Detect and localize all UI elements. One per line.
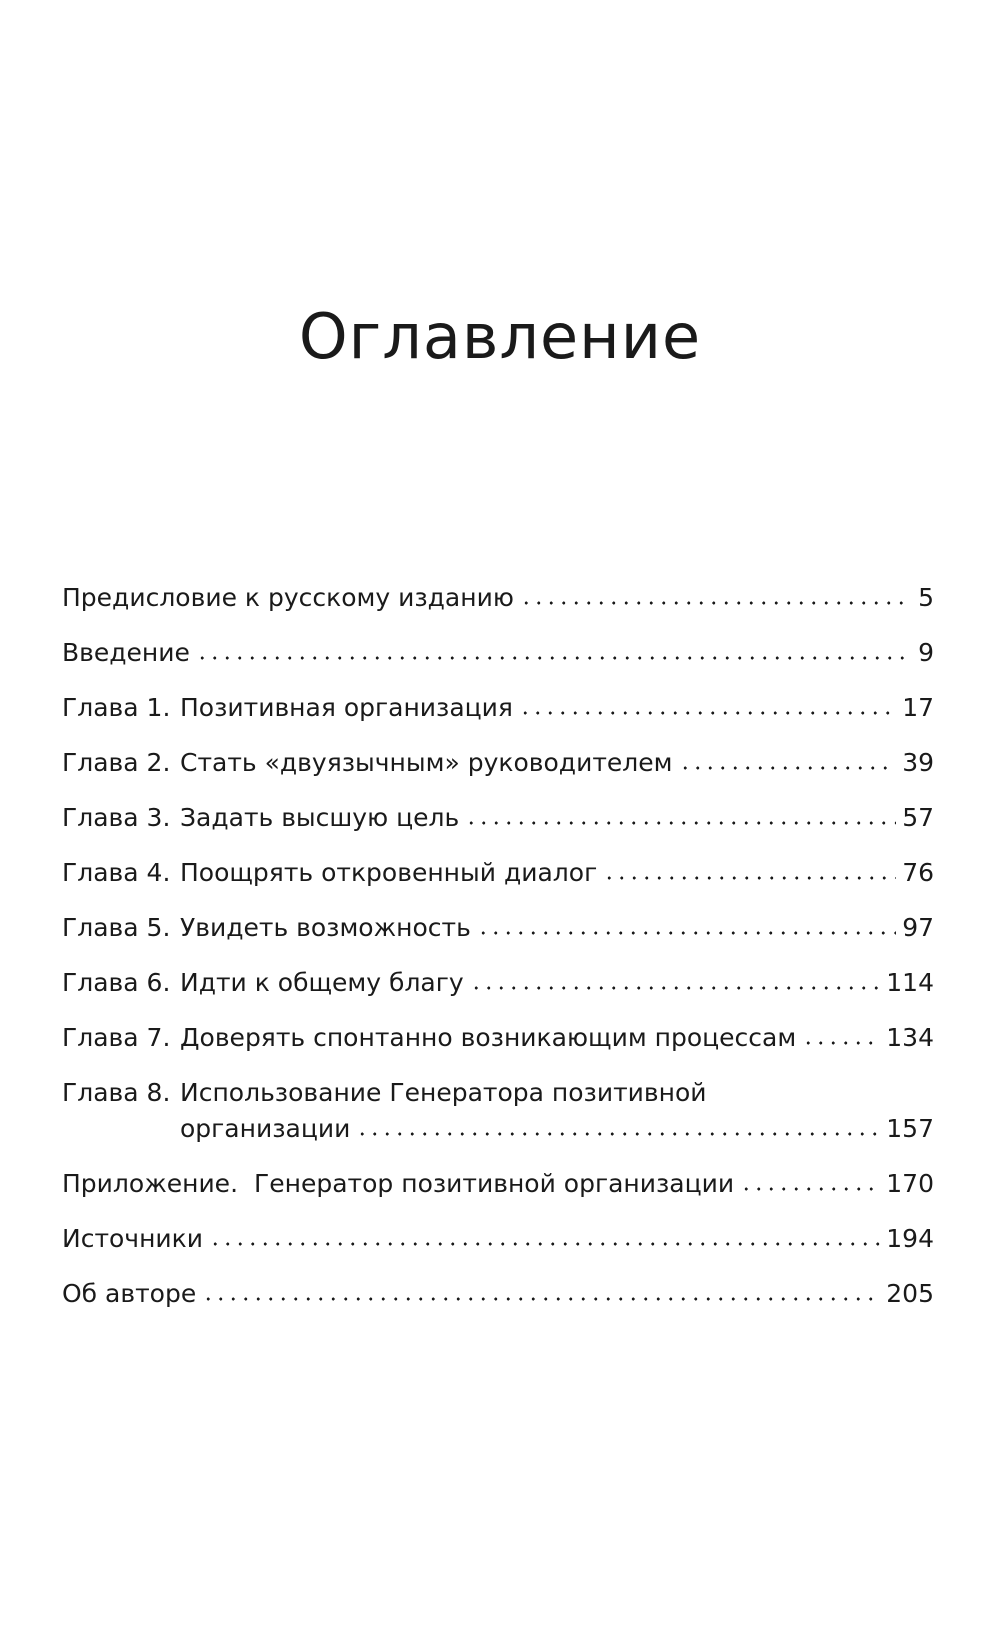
dot-leader (603, 875, 896, 881)
toc-page-number: 134 (886, 1023, 934, 1052)
chapter-label: Глава 6. (62, 968, 171, 997)
dot-leader (196, 655, 912, 661)
dot-leader (470, 985, 881, 991)
toc-entry-chapter-3[interactable] (62, 800, 934, 836)
toc-entry-chapter-2[interactable] (62, 745, 934, 781)
dot-leader (679, 765, 897, 771)
toc-entry-chapter-4[interactable] (62, 855, 934, 891)
toc-entry-text: Идти к общему благу (180, 968, 464, 997)
toc-entry-text: Позитивная организация (180, 693, 513, 722)
toc-entry-introduction[interactable] (62, 635, 934, 671)
appendix-label: Приложение. (62, 1169, 239, 1198)
toc-entry-chapter-6[interactable] (62, 965, 934, 1001)
toc-entry-chapter-7[interactable] (62, 1020, 934, 1056)
toc-entry-chapter-5[interactable] (62, 910, 934, 946)
chapter-label: Глава 8. (62, 1078, 171, 1107)
toc-entry-text: Генератор позитивной организации (254, 1169, 735, 1198)
toc-entry-text: Об авторе (62, 1279, 197, 1308)
dot-leader (802, 1040, 880, 1046)
dot-leader (519, 710, 896, 716)
toc-entry-chapter-8[interactable] (62, 1075, 934, 1147)
dot-leader (202, 1296, 880, 1302)
toc-page-number: 157 (886, 1114, 934, 1143)
toc-entry-chapter-1[interactable] (62, 690, 934, 726)
toc-entry-text: Задать высшую цель (180, 803, 460, 832)
toc-page-number: 39 (902, 748, 934, 777)
toc-page-number: 170 (886, 1169, 934, 1198)
toc-entry-text: Увидеть возможность (180, 913, 471, 942)
toc-entry-about-author[interactable] (62, 1276, 934, 1312)
toc-page-number: 194 (886, 1224, 934, 1253)
toc-entry-text: Доверять спонтанно возникающим процессам (180, 1023, 797, 1052)
toc-entry-text: Предисловие к русскому изданию (62, 583, 514, 612)
toc-entry-text: Введение (62, 638, 190, 667)
page-title: Оглавление (298, 300, 702, 373)
table-of-contents (62, 580, 934, 1331)
dot-leader (477, 930, 896, 936)
chapter-label: Глава 3. (62, 803, 171, 832)
toc-entry-text: Источники (62, 1224, 204, 1253)
toc-page-number: 205 (886, 1279, 934, 1308)
toc-page-number: 17 (902, 693, 934, 722)
toc-page-number: 57 (902, 803, 934, 832)
toc-entry-text: Использование Генератора позитивной (180, 1078, 707, 1107)
dot-leader (520, 600, 912, 606)
dot-leader (356, 1131, 880, 1137)
chapter-label: Глава 1. (62, 693, 171, 722)
toc-entry-text: Поощрять откровенный диалог (180, 858, 598, 887)
toc-entry-appendix[interactable] (62, 1166, 934, 1202)
toc-page-number: 114 (886, 968, 934, 997)
toc-page-number: 9 (918, 638, 934, 667)
chapter-label: Глава 7. (62, 1023, 171, 1052)
toc-entry-preface[interactable] (62, 580, 934, 616)
dot-leader (465, 820, 896, 826)
toc-entry-sources[interactable] (62, 1221, 934, 1257)
toc-entry-text: Стать «двуязычным» руководителем (180, 748, 673, 777)
toc-page-number: 76 (902, 858, 934, 887)
chapter-label: Глава 4. (62, 858, 171, 887)
toc-page-number: 5 (918, 583, 934, 612)
chapter-label: Глава 5. (62, 913, 171, 942)
toc-entry-text-continued: организации (180, 1114, 351, 1143)
toc-page-number: 97 (902, 913, 934, 942)
chapter-label: Глава 2. (62, 748, 171, 777)
dot-leader (209, 1241, 880, 1247)
dot-leader (740, 1186, 880, 1192)
